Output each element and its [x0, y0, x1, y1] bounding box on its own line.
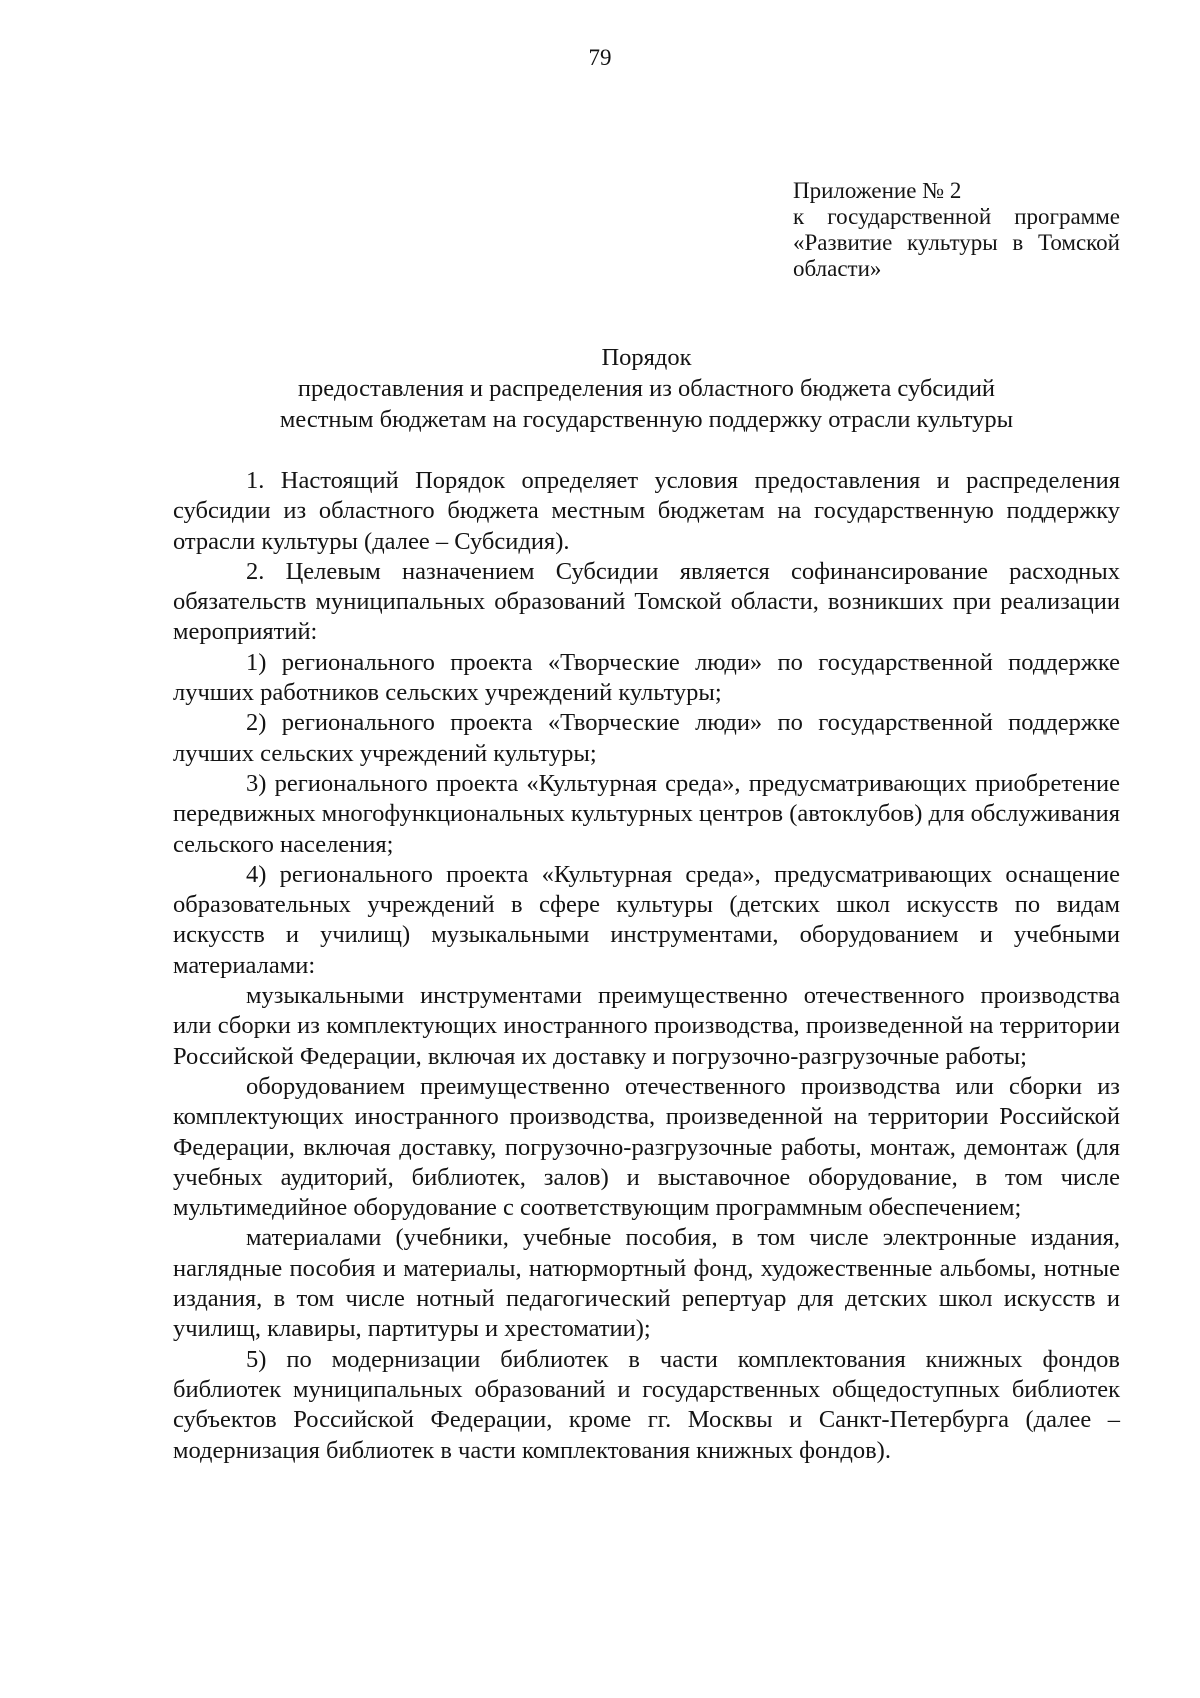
paragraph-2: 2. Целевым назначением Субсидии является софинансирование расходных обязательств муниципальных образований Томской области, возникших при реализации мероприятий:: [173, 557, 1120, 646]
sub-item-equipment: оборудованием преимущественно отечественного производства или сборки из комплектующих иностранного производства, произведенной на территории Российской Федерации, включая доставку, погрузочно-разгрузочные работы, монтаж, демонтаж (для учебных аудиторий, библиотек, залов) и выставочное оборудование, в том числе мультимедийное оборудование с соответствующим программным обеспечением;: [173, 1072, 1120, 1222]
list-item-4: 4) регионального проекта «Культурная среда», предусматривающих оснащение образовательных учреждений в сфере культуры (детских школ искусств по видам искусств и училищ) музыкальными инструментами, оборудованием и учебными материалами:: [173, 860, 1120, 979]
appendix-line: области»: [793, 256, 882, 281]
sub-item-instruments: музыкальными инструментами преимущественно отечественного производства или сборки из комплектующих иностранного производства, произведенной на территории Российской Федерации, включая их доставку и погрузочно-разгрузочные работы;: [173, 982, 1120, 1070]
appendix-header: [793, 178, 1120, 282]
list-item-3: 3) регионального проекта «Культурная среда», предусматривающих приобретение передвижных многофункциональных культурных центров (автоклубов) для обслуживания сельского населения;: [173, 769, 1120, 858]
appendix-line: Приложение № 2: [793, 178, 962, 203]
page-number: 79: [588, 45, 612, 70]
title-line: местным бюджетам на государственную поддержку отрасли культуры: [279, 406, 1014, 433]
list-item-2: 2) регионального проекта «Творческие люди» по государственной поддержке лучших сельских учреждений культуры;: [173, 709, 1120, 767]
appendix-line: «Развитие культуры в Томской: [793, 230, 1120, 255]
sub-item-materials: материалами (учебники, учебные пособия, в том числе электронные издания, наглядные пособия и материалы, натюрмортный фонд, художественные альбомы, нотные издания, в том числе нотный педагогический репертуар для детских школ искусств и училищ, клавиры, партитуры и хрестоматии);: [173, 1224, 1120, 1343]
title-line: предоставления и распределения из областного бюджета субсидий: [297, 375, 996, 402]
title-line: Порядок: [601, 344, 692, 371]
document-title: [173, 342, 1120, 435]
list-item-1: 1) регионального проекта «Творческие люди» по государственной поддержке лучших работников сельских учреждений культуры;: [173, 648, 1120, 707]
document-body: [173, 466, 1120, 1466]
list-item-5: 5) по модернизации библиотек в части комплектования книжных фондов библиотек муниципальных образований и государственных общедоступных библиотек субъектов Российской Федерации, кроме гг. Москвы и Санкт-Петербурга (далее – модернизация библиотек в части комплектования книжных фондов).: [173, 1345, 1120, 1464]
appendix-line: к государственной программе: [793, 204, 1120, 229]
paragraph-1: 1. Настоящий Порядок определяет условия предоставления и распределения субсидии из областного бюджета местным бюджетам на государственную поддержку отрасли культуры (далее – Субсидия).: [173, 467, 1120, 555]
